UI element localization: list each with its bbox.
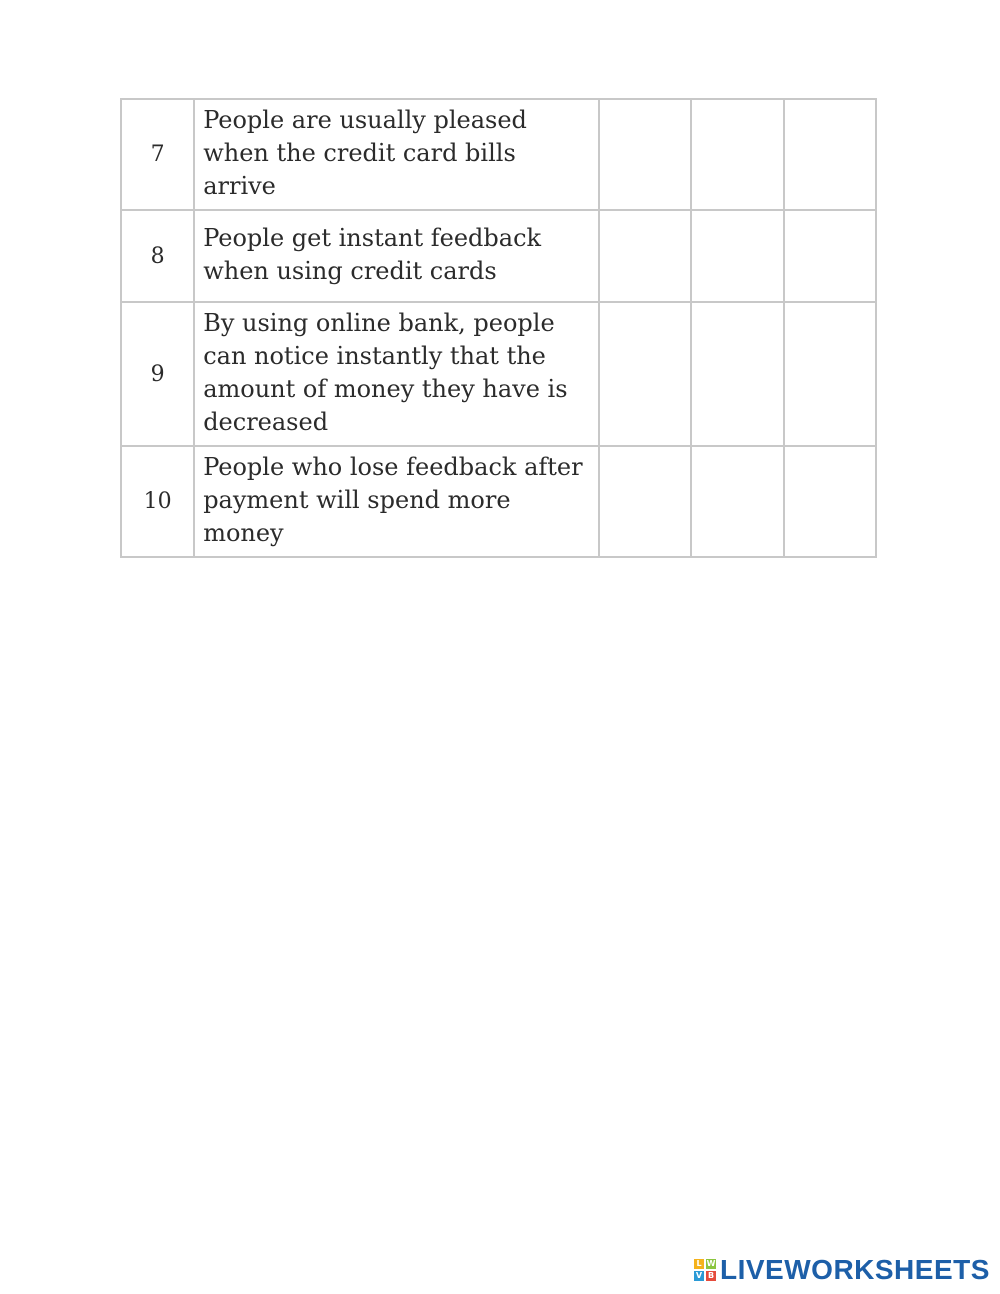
- answer-box[interactable]: [599, 210, 691, 302]
- liveworksheets-logo-icon: [694, 1259, 716, 1281]
- table-row: [121, 302, 876, 446]
- answer-box[interactable]: [599, 302, 691, 446]
- logo-letter: B: [707, 1271, 715, 1280]
- answer-box[interactable]: [599, 446, 691, 557]
- table-row: [121, 210, 876, 302]
- answer-box[interactable]: [691, 446, 783, 557]
- worksheet-table: [120, 98, 877, 558]
- answer-box[interactable]: [691, 210, 783, 302]
- liveworksheets-brand: [694, 1254, 990, 1286]
- row-number: 7: [121, 99, 194, 210]
- statement-text: People who lose feedback after payment will spend more money: [194, 446, 599, 557]
- statement-text: People are usually pleased when the credit card bills arrive: [194, 99, 599, 210]
- logo-letter: V: [695, 1271, 703, 1280]
- table-row: [121, 446, 876, 557]
- answer-box[interactable]: [784, 302, 876, 446]
- answer-box[interactable]: [784, 210, 876, 302]
- row-number: 10: [121, 446, 194, 557]
- brand-name: LIVEWORKSHEETS: [720, 1254, 990, 1285]
- logo-letter: W: [706, 1259, 716, 1268]
- answer-box[interactable]: [784, 99, 876, 210]
- answer-box[interactable]: [691, 99, 783, 210]
- statement-text: By using online bank, people can notice instantly that the amount of money they have is decreased: [194, 302, 599, 446]
- logo-letter: L: [694, 1259, 704, 1269]
- row-number: 9: [121, 302, 194, 446]
- answer-box[interactable]: [691, 302, 783, 446]
- table-row: [121, 99, 876, 210]
- answer-box[interactable]: [599, 99, 691, 210]
- answer-box[interactable]: [784, 446, 876, 557]
- statement-text: People get instant feedback when using credit cards: [194, 210, 599, 302]
- row-number: 8: [121, 210, 194, 302]
